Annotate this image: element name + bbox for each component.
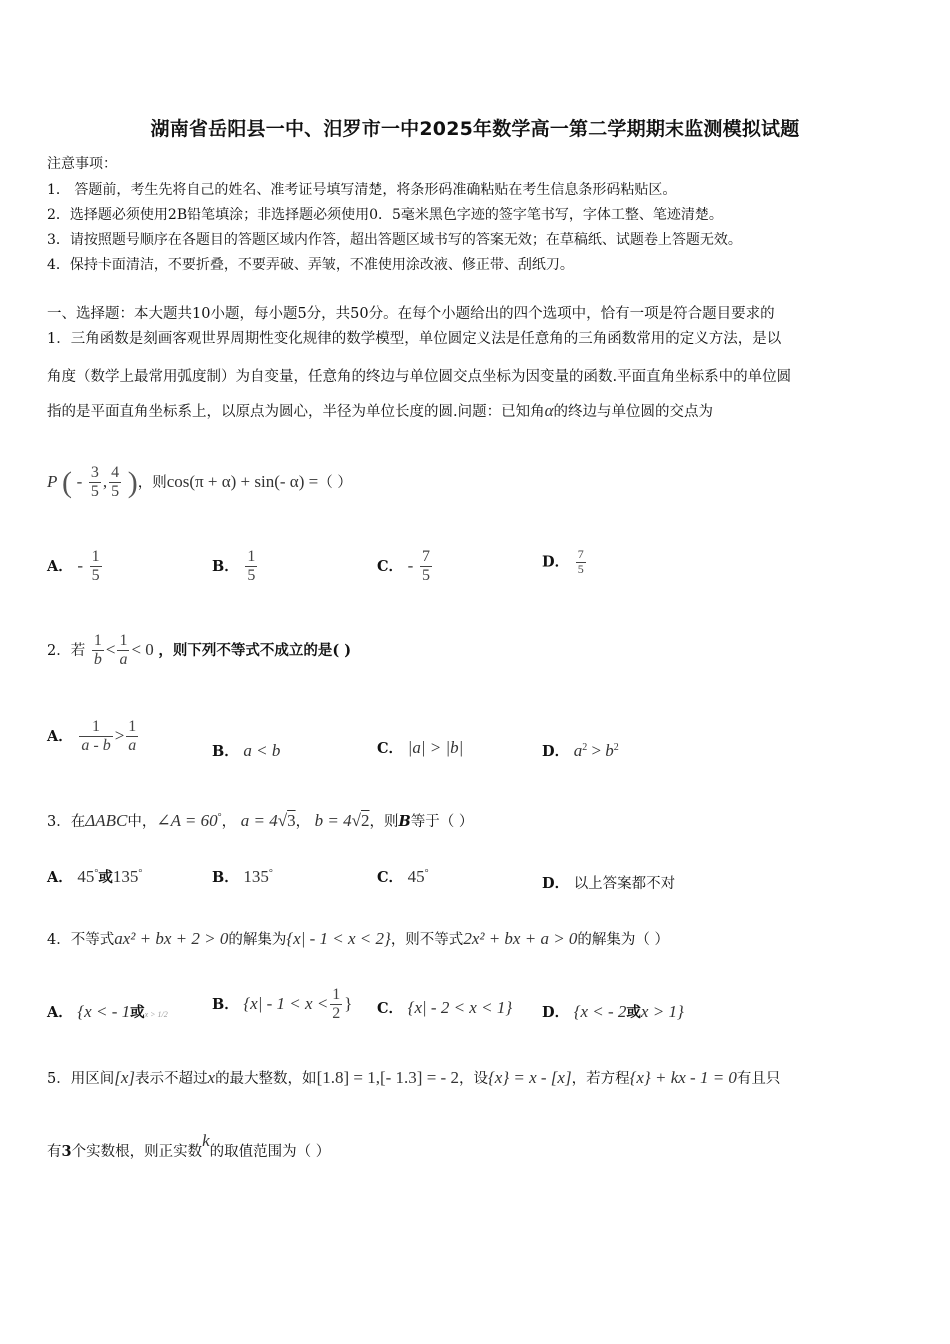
q1-line3 xyxy=(47,400,713,421)
option-fraction: $\frac{1}{5}$ xyxy=(247,548,256,585)
q3-stem: 3．在ΔABC中，∠A = 60°， a = 4√3， b = 4√2，则B等于（ ） xyxy=(47,811,474,830)
q1-then: ，则 xyxy=(137,474,167,491)
q2-option-d: D． $a^2 > b^2$ xyxy=(542,741,619,760)
q1-line3a: 指的是平面直角坐标系上，以原点为圆心，半径为单位长度的圆.问题：已知角 xyxy=(47,404,545,420)
page-title: 湖南省岳阳县一中、汨罗市一中2025年数学高一第二学期期末监测模拟试题 xyxy=(150,118,800,140)
q1-line2: 角度（数学上最常用弧度制）为自变量，任意角的终边与单位圆交点坐标为因变量的函数.平面直角坐标系中的单位圆 xyxy=(47,369,792,385)
py-num: 4 xyxy=(111,464,120,481)
q2-option-a: A． $\frac{1}{a - b}$ > $\frac{1}{a}$ xyxy=(47,718,137,755)
q4-option-c: C． {x| - 2 < x < 1} xyxy=(377,998,513,1017)
q4-option-d: D． {x < - 2或x > 1} xyxy=(542,1002,684,1021)
option-fraction: $\frac{1}{5}$ xyxy=(91,548,100,585)
section-heading: 一、选择题：本大题共10小题，每小题5分，共50分。在每个小题给出的四个选项中，恰有一项是符合题目要求的 xyxy=(47,306,775,322)
py-den: 5 xyxy=(111,483,120,501)
point-label: P xyxy=(47,471,58,491)
q2-option-c: C． |a| > |b| xyxy=(377,738,464,757)
q4-stem: 4．不等式ax² + bx + 2 > 0的解集为{x| - 1 < x < 2}，则不等式2x² + bx + a > 0的解集为（ ） xyxy=(47,929,670,948)
py-fraction xyxy=(109,464,121,502)
q1-option-b: B． $\frac{1}{5}$ xyxy=(212,548,256,585)
q3-option-a: A． 45°或135° xyxy=(47,867,143,886)
right-paren: ) xyxy=(127,465,138,499)
q3-option-d: D． 以上答案都不对 xyxy=(542,875,676,892)
q1-stem: P ( - $\frac{3}{5}$ , $\frac{4}{5}$ )，则cos(π + α) + sin(- α) =（ ） xyxy=(47,464,352,501)
q5-stem: 5．用区间[x]表示不超过x的最大整数，如[1.8] = 1,[- 1.3] = - 2，设{x} = x - [x]，若方程{x} + kx - 1 = 0有且只 xyxy=(47,1068,781,1087)
q3-option-b: B． 135° xyxy=(212,867,273,886)
note-item: 4．保持卡面清洁，不要折叠，不要弄破、弄皱，不准使用涂改液、修正带、刮纸刀。 xyxy=(47,257,574,273)
q4-option-a: A． {x < - 1或x > 1/2 xyxy=(47,1002,168,1021)
q2-option-b: B． a < b xyxy=(212,741,281,760)
q4-option-b: B． {x| - 1 < x < $\frac{1}{2}$ } xyxy=(212,986,353,1023)
q1-expr: cos(π + α) + sin(- α) = xyxy=(166,471,319,491)
left-paren: ( xyxy=(62,465,72,499)
q3-option-c: C． 45° xyxy=(377,867,429,886)
px-fraction xyxy=(89,464,101,502)
q1-blank: （ ） xyxy=(318,474,352,491)
cond-fraction-1: $\frac{1}{b}$ xyxy=(93,632,102,669)
option-fraction: $\frac{7}{5}$ xyxy=(577,547,584,576)
q1-option-a: A． - $\frac{1}{5}$ xyxy=(47,548,100,585)
q1-line1: 1．三角函数是刻画客观世界周期性变化规律的数学模型，单位圆定义法是任意角的三角函数常用的定义方法，是以 xyxy=(47,331,782,347)
q5-line2: 有3个实数根，则正实数k的取值范围为（ ） xyxy=(47,1131,331,1160)
q2-stem: 2．若 $\frac{1}{b}$ < $\frac{1}{a}$ < 0 ，则下列不等式不成立的是( ) xyxy=(47,632,352,669)
px-num: 3 xyxy=(90,464,99,481)
note-item: 2．选择题必须使用2B铅笔填涂；非选择题必须使用0．5毫米黑色字迹的签字笔书写，字体工整、笔迹清楚。 xyxy=(47,207,723,223)
q1-option-d: D． $\frac{7}{5}$ xyxy=(542,547,584,576)
notes-heading: 注意事项： xyxy=(47,156,117,172)
note-item: 1． 答题前，考生先将自己的姓名、准考证号填写清楚，将条形码准确粘贴在考生信息条形码粘贴区。 xyxy=(47,182,677,198)
q1-line3b: 的终边与单位圆的交点为 xyxy=(553,404,714,420)
note-item: 3．请按照题号顺序在各题目的答题区域内作答，超出答题区域书写的答案无效；在草稿纸、试题卷上答题无效。 xyxy=(47,232,742,248)
alpha-symbol: α xyxy=(544,401,554,420)
px-den: 5 xyxy=(90,483,99,501)
option-fraction: $\frac{7}{5}$ xyxy=(421,548,430,585)
q1-option-c: C． - $\frac{7}{5}$ xyxy=(377,548,430,585)
cond-fraction-2: $\frac{1}{a}$ xyxy=(119,632,128,669)
px-sign: - xyxy=(76,471,83,491)
